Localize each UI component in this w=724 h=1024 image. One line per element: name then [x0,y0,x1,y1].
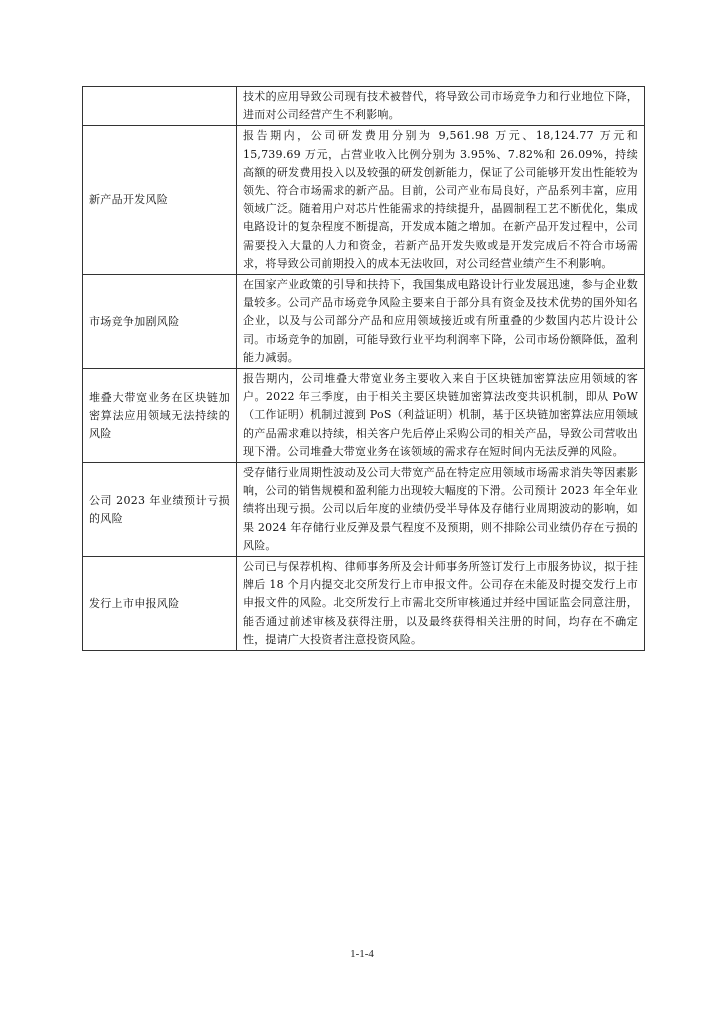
risk-description-cell [237,126,645,275]
risk-description-cell [237,369,645,463]
risk-name-cell [83,369,237,463]
risk-description-cell [237,87,645,126]
table-row [83,275,645,369]
risk-name-cell [83,126,237,275]
risk-description: 报告期内，公司研发费用分别为 9,561.98 万元、18,124.77 万元和 15,739.69 万元，占营业收入比例分别为 3.95%、7.82%和 26.09%，持续高额的研发费用投入以及较强的研发创新能力，保证了公司能够开发出性能较为领先、符合市场需求的新产品。目前，公司产业布局良好，产品系列丰富，应用领域广泛。随着用户对芯片性能需求的持续提升，晶圆制程工艺不断优化，集成电路设计的复杂程度不断提高，开发成本随之增加。在新产品开发过程中，公司需要投入大量的人力和资金，若新产品开发失败或是开发完成后不符合市场需求，将导致公司前期投入的成本无法收回，对公司经营业绩产生不利影响。 [243,129,638,270]
risk-description-cell [237,557,645,651]
page-number: 1-1-4 [350,948,374,960]
risk-name: 发行上市申报风险 [89,596,180,610]
risk-description: 受存储行业周期性波动及公司大带宽产品在特定应用领域市场需求消失等因素影响，公司的销售规模和盈利能力出现较大幅度的下滑。公司预计 2023 年全年业绩将出现亏损。公司以后年度的业绩仍受半导体及存储行业周期波动的影响，如果 2024 年存储行业反弹及景气程度不及预期，则不排除公司业绩仍存在亏损的风险。 [243,466,638,552]
table-row [83,369,645,463]
risk-name-cell [83,87,237,126]
risk-name: 公司 2023 年业绩预计亏损的风险 [89,493,230,525]
table-row [83,463,645,557]
table-row [83,557,645,651]
risk-description: 公司已与保荐机构、律师事务所及会计师事务所签订发行上市服务协议，拟于挂牌后 18 个月内提交北交所发行上市申报文件。公司存在未能及时提交发行上市申报文件的风险。北交所发行上市需北交所审核通过并经中国证监会同意注册，能否通过前述审核及获得注册，以及最终获得相关注册的时间，均存在不确定性，提请广大投资者注意投资风险。 [243,560,638,646]
risk-description-cell [237,463,645,557]
table-row [83,87,645,126]
risk-name: 堆叠大带宽业务在区块链加密算法应用领域无法持续的风险 [89,390,230,440]
risk-name [83,104,236,108]
table-row [83,126,645,275]
risk-name: 新产品开发风险 [89,193,169,207]
risk-name: 市场竞争加剧风险 [89,314,180,328]
risk-description: 报告期内，公司堆叠大带宽业务主要收入来自于区块链加密算法应用领域的客户。2022 年三季度，由于相关主要区块链加密算法改变共识机制，即从 PoW（工作证明）机制过渡到 PoS（利益证明）机制，基于区块链加密算法应用领域的产品需求难以持续，相关客户先后停止采购公司的相关产品，导致公司营收出现下滑。公司堆叠大带宽业务在该领域的需求存在短时间内无法反弹的风险。 [243,372,639,458]
risk-factor-table [82,86,645,651]
risk-name-cell [83,557,237,651]
risk-description-cell [237,275,645,369]
risk-description: 在国家产业政策的引导和扶持下，我国集成电路设计行业发展迅速，参与企业数量较多。公司产品市场竞争风险主要来自于部分具有资金及技术优势的国外知名企业，以及与公司部分产品和应用领域接近或有所重叠的少数国内芯片设计公司。市场竞争的加剧，可能导致行业平均利润率下降，公司市场份额降低，盈利能力减弱。 [243,278,638,364]
risk-name-cell [83,463,237,557]
risk-name-cell [83,275,237,369]
risk-description: 技术的应用导致公司现有技术被替代，将导致公司市场竞争力和行业地位下降，进而对公司经营产生不利影响。 [243,90,638,122]
